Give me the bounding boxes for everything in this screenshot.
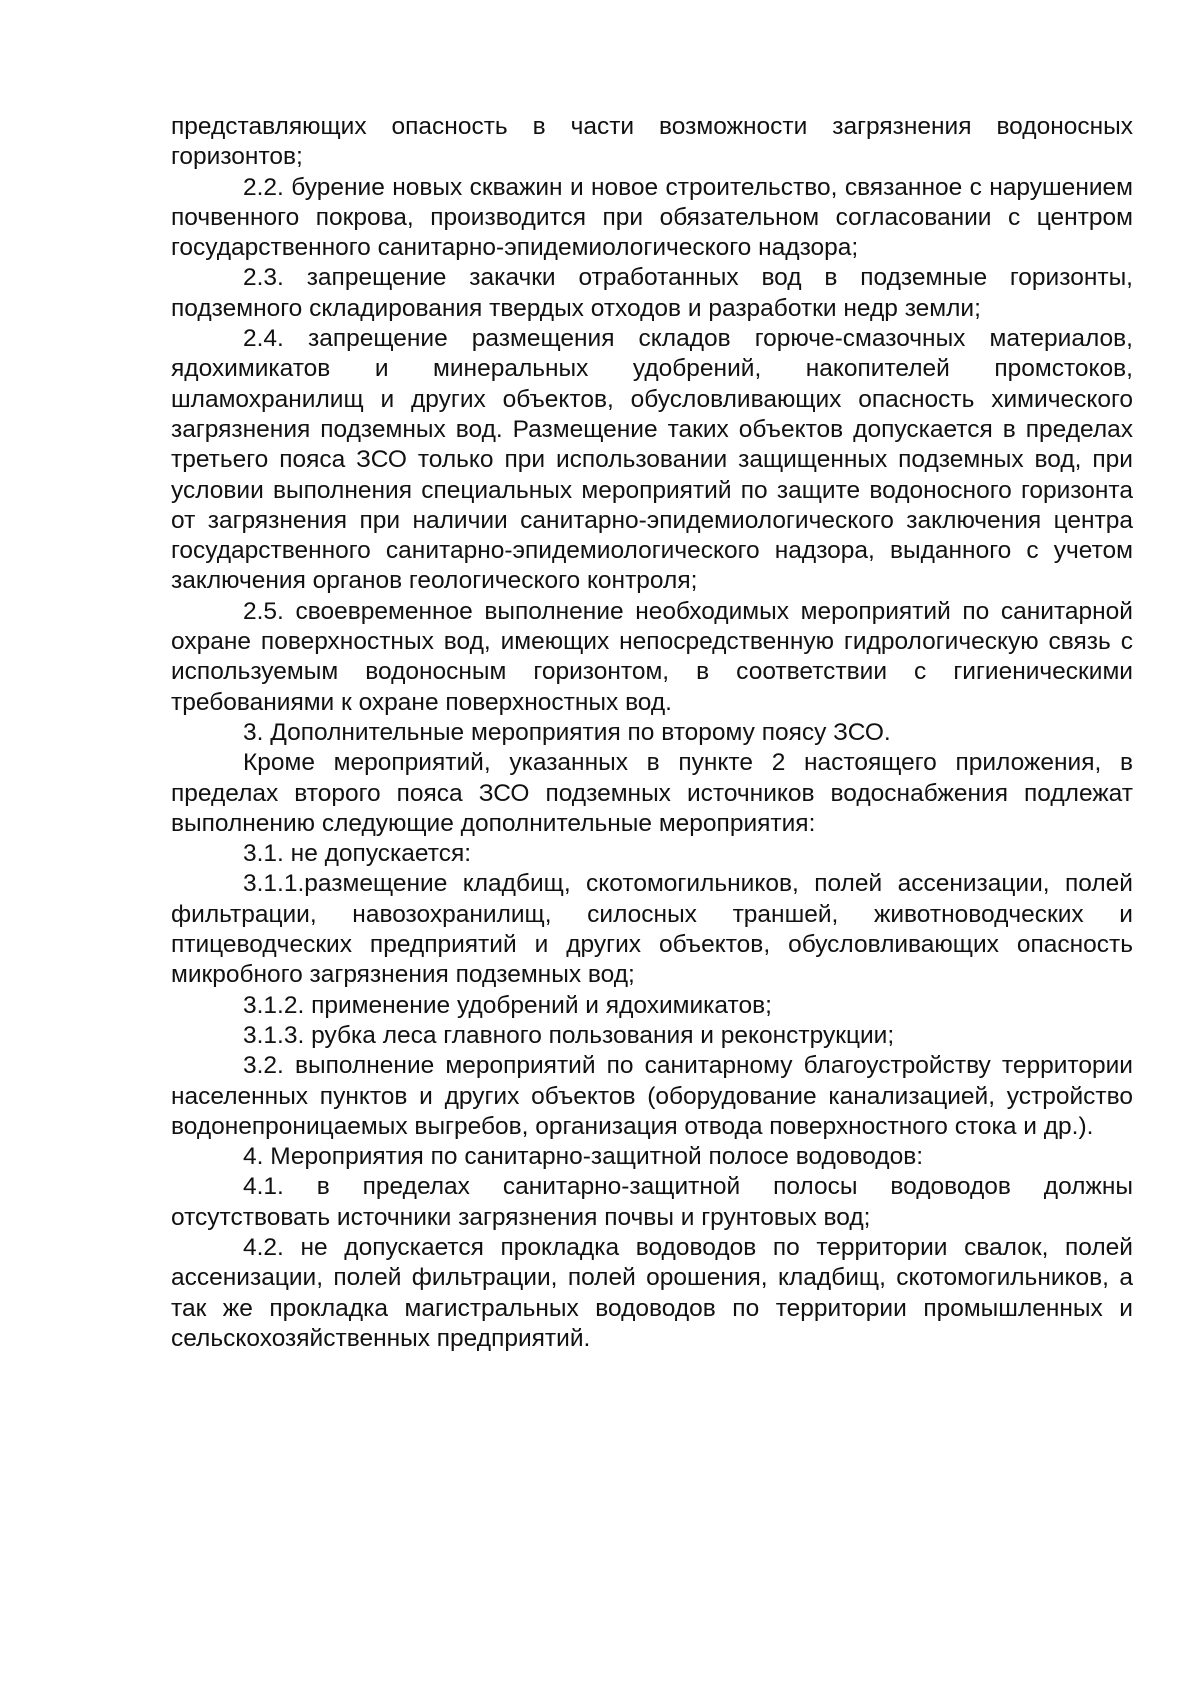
paragraph-3-1-2: 3.1.2. применение удобрений и ядохимикатов; <box>243 991 772 1019</box>
paragraph-2-2: 2.2. бурение новых скважин и новое строительство, связанное с нарушением почвенного покрова, производится при обязательном согласовании с центром государственного санитарно-эпидемиологического надзора; <box>171 173 1133 262</box>
paragraph-2-4: 2.4. запрещение размещения складов горюче-смазочных материалов, ядохимикатов и минеральных удобрений, накопителей промстоков, шламохранилищ и других объектов, обусловливающих опасность химического загрязнения подземных вод. Размещение таких объектов допускается в пределах третьего пояса ЗСО только при использовании защищенных подземных вод, при условии выполнения специальных мероприятий по защите водоносного горизонта от загрязнения при наличии санитарно-эпидемиологического заключения центра государственного санитарно-эпидемиологического надзора, выданного с учетом заключения органов геологического контроля; <box>171 325 1133 595</box>
paragraph-2-3: 2.3. запрещение закачки отработанных вод в подземные горизонты, подземного складирования твердых отходов и разработки недр земли; <box>171 264 1133 322</box>
paragraph-4-heading: 4. Мероприятия по санитарно-защитной полосе водоводов: <box>243 1143 924 1171</box>
paragraph-4-1: 4.1. в пределах санитарно-защитной полосы водоводов должны отсутствовать источники загрязнения почвы и грунтовых вод; <box>171 1173 1133 1231</box>
document-body <box>171 112 1133 1354</box>
paragraph-3-1-3: 3.1.3. рубка леса главного пользования и реконструкции; <box>243 1021 895 1049</box>
paragraph-3-2: 3.2. выполнение мероприятий по санитарному благоустройству территории населенных пунктов и других объектов (оборудование канализацией, устройство водонепроницаемых выгребов, организация отвода поверхностного стока и др.). <box>171 1052 1133 1140</box>
paragraph-3-heading: 3. Дополнительные мероприятия по второму поясу ЗСО. <box>243 718 891 746</box>
paragraph-4-2: 4.2. не допускается прокладка водоводов по территории свалок, полей ассенизации, полей фильтрации, полей орошения, кладбищ, скотомогильников, а так же прокладка магистральных водоводов по территории промышленных и сельскохозяйственных предприятий. <box>171 1233 1133 1352</box>
paragraph-continuation: представляющих опасность в части возможности загрязнения водоносных горизонтов; <box>171 113 1133 171</box>
paragraph-2-5: 2.5. своевременное выполнение необходимых мероприятий по санитарной охране поверхностных вод, имеющих непосредственную гидрологическую связь с используемым водоносным горизонтом, в соответствии с гигиеническими требованиями к охране поверхностных вод. <box>171 597 1133 716</box>
paragraph-3-intro: Кроме мероприятий, указанных в пункте 2 настоящего приложения, в пределах второго пояса ЗСО подземных источников водоснабжения подлежат выполнению следующие дополнительные мероприятия: <box>171 749 1133 837</box>
paragraph-3-1: 3.1. не допускается: <box>243 840 472 868</box>
paragraph-3-1-1: 3.1.1.размещение кладбищ, скотомогильников, полей ассенизации, полей фильтрации, навозохранилищ, силосных траншей, животноводческих и птицеводческих предприятий и других объектов, обусловливающих опасность микробного загрязнения подземных вод; <box>171 870 1133 989</box>
